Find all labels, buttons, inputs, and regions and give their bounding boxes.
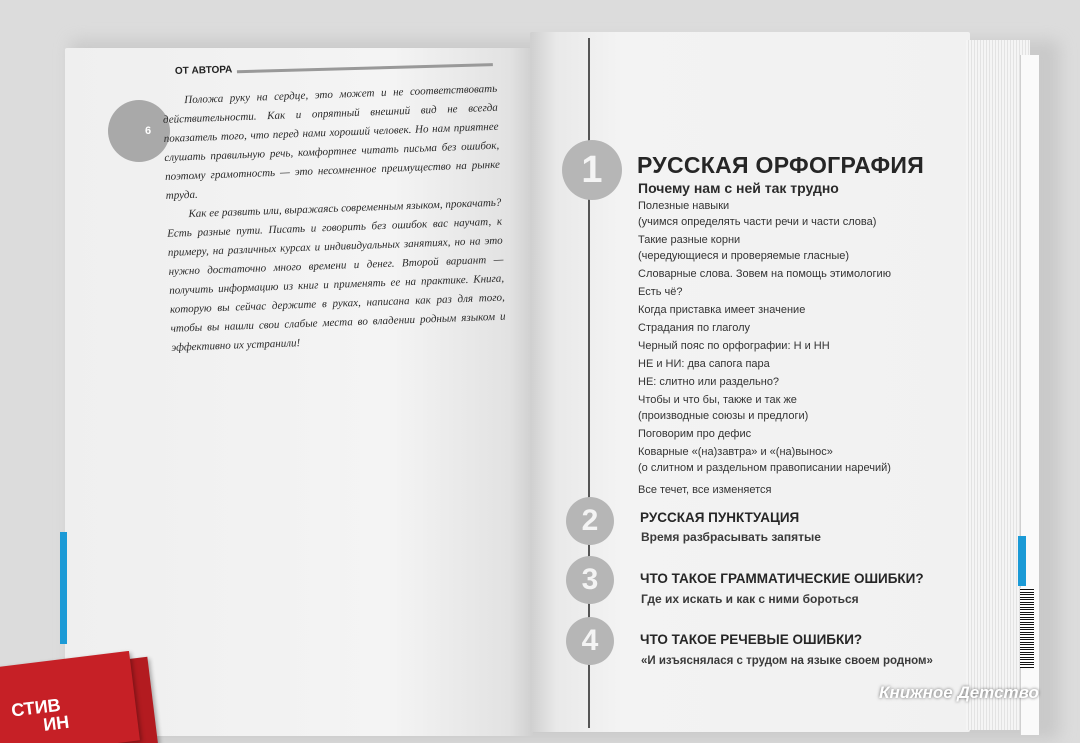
- chapter-4-badge: [566, 617, 614, 665]
- chapter-1-badge: [562, 140, 622, 200]
- header-label: ОТ АВТОРА: [174, 64, 233, 77]
- chapter-2-badge: [566, 497, 614, 545]
- right-blue-tab: [1018, 536, 1026, 586]
- chapter-4-subtitle: «И изъяснялася с трудом на языке своем родном»: [641, 655, 933, 667]
- chapter-1-contents: [638, 198, 958, 500]
- red-book-line: СТИВ: [10, 694, 62, 721]
- left-blue-tab: [60, 532, 67, 644]
- chapter-number: 1: [581, 148, 603, 191]
- toc-item: Коварные «(на)завтра» и «(на)вынос»: [638, 446, 833, 458]
- red-book-text: [10, 695, 70, 738]
- red-book: [0, 651, 140, 743]
- paragraph: Как ее развить или, выражаясь современным языком, прокачать? Есть разные пути. Писать и говорить без ошибок вас научат, к примеру, на различных курсах и индивидуальных занятиях, но на это нужно достаточно много времени и денег. Второй вариант — получить информацию из книг и применять ее на практике. Книга, которую вы сейчас держите в руках, написана как раз для того, чтобы вы нашли свои слабые места во владении родным языком и эффективно их устранили!: [166, 196, 506, 354]
- chapter-number: 3: [581, 563, 599, 596]
- toc-item: НЕ: слитно или раздельно?: [638, 376, 780, 388]
- toc-item: Все течет, все изменяется: [638, 484, 772, 496]
- header-rule: [237, 63, 493, 73]
- toc-item: Черный пояс по орфографии: Н и НН: [638, 340, 830, 352]
- chapter-1-subtitle: Почему нам с ней так трудно: [638, 180, 839, 196]
- toc-item: Когда приставка имеет значение: [638, 304, 806, 316]
- toc-item: Словарные слова. Зовем на помощь этимологию: [638, 268, 891, 280]
- toc-item: Есть чё?: [638, 286, 683, 298]
- page-number: 6: [144, 125, 152, 137]
- toc-item: НЕ и НИ: два сапога пара: [638, 358, 770, 370]
- paragraph: Положа руку на сердце, это может и не соответствовать действительности. Как и опрятный внешний вид не всегда показатель того, что перед нами хороший человек. Но нам приятнее слушать правильную речь, комфортнее читать письма без ошибок, поэтому грамотность — это несомненное преимущество на рынке труда.: [162, 82, 501, 202]
- red-book-line: ИН: [42, 711, 71, 735]
- toc-item: Чтобы и что бы, также и так же: [638, 394, 797, 406]
- chapter-3-badge: [566, 556, 614, 604]
- left-page-body: [162, 80, 507, 358]
- toc-item: (учимся определять части речи и части слова): [638, 216, 877, 228]
- watermark: Книжное Детство: [879, 683, 1039, 702]
- chapter-3-title: ЧТО ТАКОЕ ГРАММАТИЧЕСКИЕ ОШИБКИ?: [640, 571, 924, 586]
- chapter-2-subtitle: Время разбрасывать запятые: [641, 530, 821, 544]
- chapter-number: 2: [581, 504, 599, 537]
- toc-item: Такие разные корни: [638, 234, 741, 246]
- toc-item: Поговорим про дефис: [638, 428, 752, 440]
- toc-item: Полезные навыки: [638, 200, 730, 212]
- toc-item: (чередующиеся и проверяемые гласные): [638, 250, 850, 262]
- barcode: [1020, 588, 1034, 668]
- toc-item: Страдания по глаголу: [638, 322, 750, 334]
- chapter-4-title: ЧТО ТАКОЕ РЕЧЕВЫЕ ОШИБКИ?: [640, 632, 863, 647]
- page-number-badge: [108, 100, 170, 162]
- chapter-3-subtitle: Где их искать и как с ними бороться: [641, 592, 859, 606]
- chapter-2-title: РУССКАЯ ПУНКТУАЦИЯ: [640, 510, 800, 525]
- toc-item: (производные союзы и предлоги): [638, 410, 809, 422]
- toc-item: (о слитном и раздельном правописании наречий): [638, 462, 891, 474]
- chapter-1-title: РУССКАЯ ОРФОГРАФИЯ: [637, 152, 925, 178]
- chapter-number: 4: [581, 624, 599, 657]
